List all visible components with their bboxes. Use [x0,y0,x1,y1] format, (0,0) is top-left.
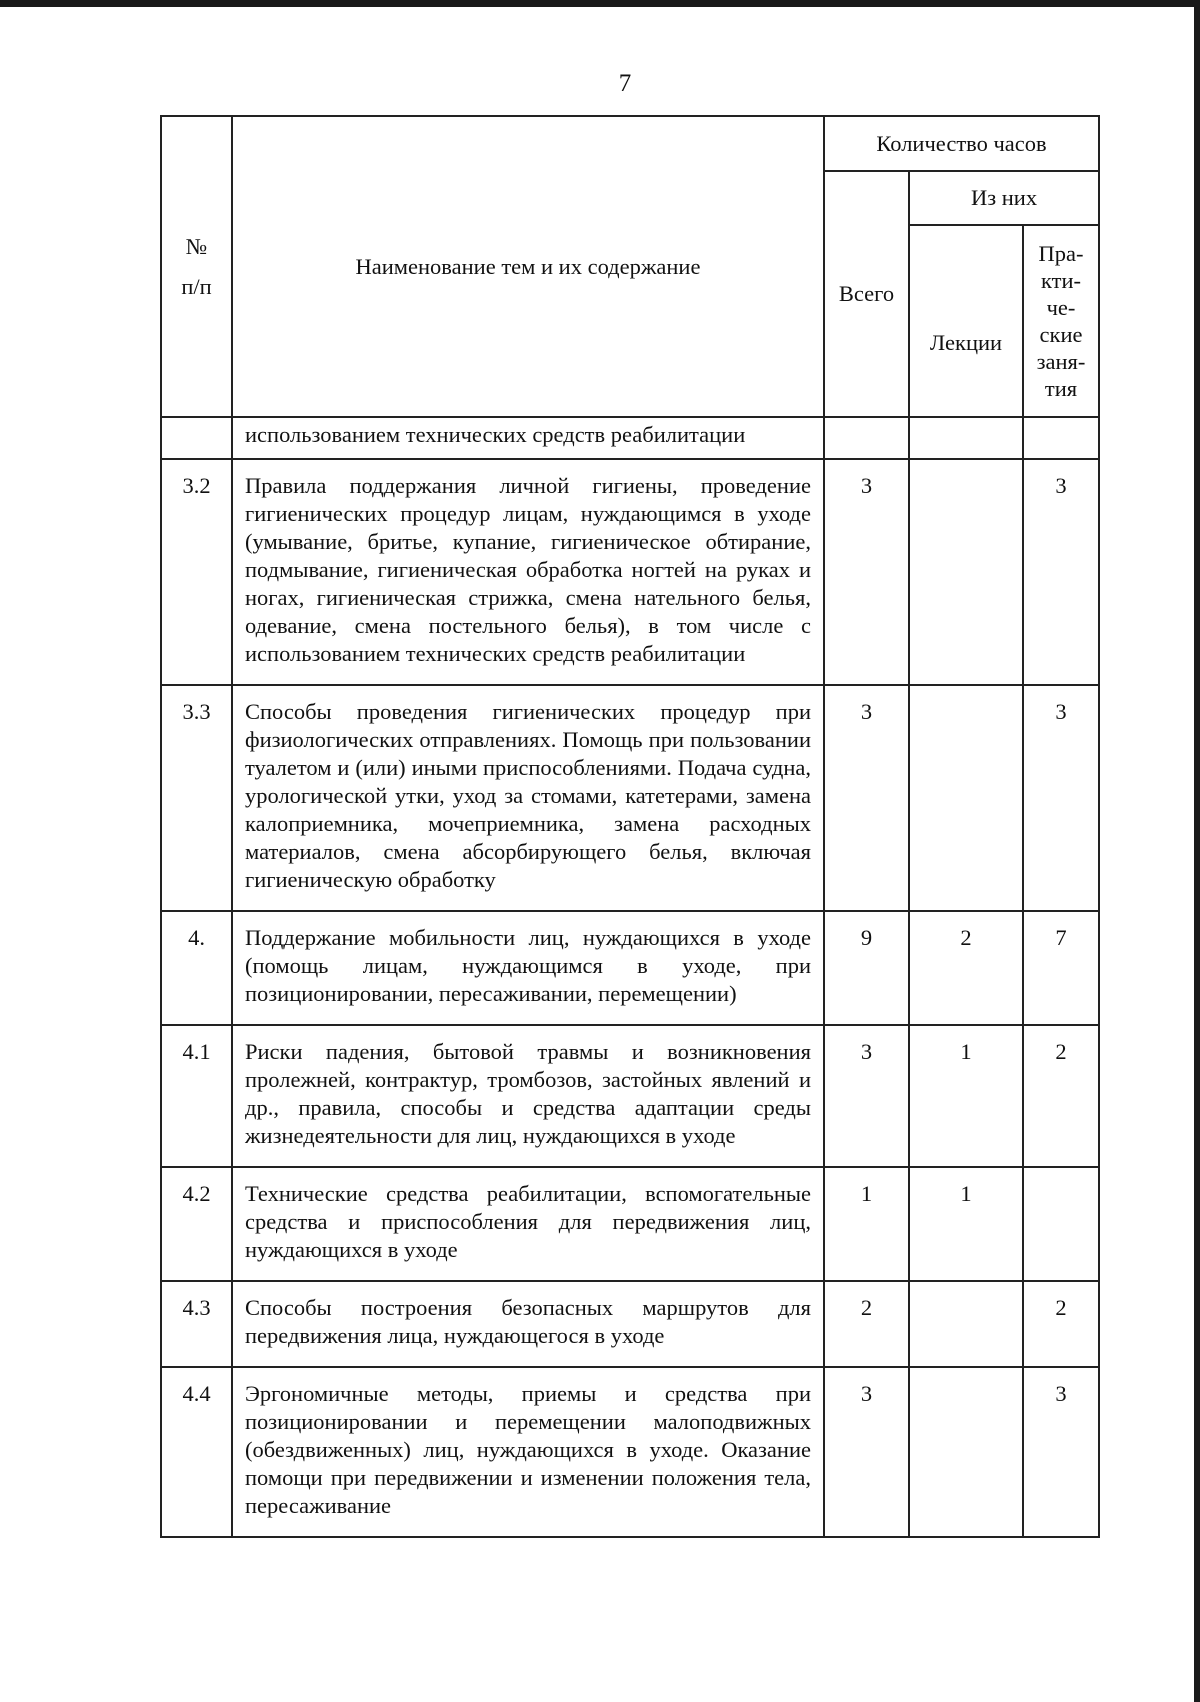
scan-edge-right [1194,0,1200,1702]
cell-lectures: 1 [909,1025,1023,1167]
cell-total: 1 [824,1167,909,1281]
cell-practice [1023,1167,1099,1281]
cell-lectures: 2 [909,911,1023,1025]
cell-num: 4.3 [161,1281,232,1367]
table-row [161,911,1099,1025]
cell-num [161,417,232,459]
header-lectures: Лекции [909,225,1023,417]
cell-text: Способы проведения гигиенических процедур при физиологических отправлениях. Помощь при пользовании туалетом и (или) иными приспособлениями. Подача судна, урологической утки, уход за стомами, катетерами, замена калоприемника, мочеприемника, замена расходных материалов, смена абсорбирующего белья, включая гигиеническую обработку [232,685,824,911]
cell-practice: 2 [1023,1025,1099,1167]
page-number: 7 [618,70,632,97]
cell-practice: 3 [1023,459,1099,685]
cell-num: 4. [161,911,232,1025]
table-body [161,417,1099,1537]
cell-text: использованием технических средств реабилитации [232,417,824,459]
table-row [161,1367,1099,1537]
curriculum-table [160,115,1100,1538]
cell-lectures [909,685,1023,911]
scan-edge-top [0,0,1200,7]
cell-lectures [909,1367,1023,1537]
header-hours: Количество часов [824,116,1099,171]
cell-practice [1023,417,1099,459]
cell-total: 3 [824,1367,909,1537]
table-row [161,459,1099,685]
cell-total: 3 [824,685,909,911]
cell-text: Риски падения, бытовой травмы и возникновения пролежней, контрактур, тромбозов, застойных явлений и др., правила, способы и средства адаптации среды жизнедеятельности для лиц, нуждающихся в уходе [232,1025,824,1167]
table-header [161,116,1099,417]
cell-text: Эргономичные методы, приемы и средства при позиционировании и перемещении малоподвижных (обездвиженных) лиц, нуждающихся в уходе. Оказание помощи при передвижении и изменении положения тела, пересаживание [232,1367,824,1537]
cell-num: 4.4 [161,1367,232,1537]
header-of-them: Из них [909,171,1099,225]
table-row-continuation [161,417,1099,459]
header-practice: Пра- кти- че- ские заня- тия [1023,225,1099,417]
cell-num: 4.2 [161,1167,232,1281]
table-row [161,1281,1099,1367]
cell-lectures: 1 [909,1167,1023,1281]
table-row [161,1025,1099,1167]
cell-text: Технические средства реабилитации, вспомогательные средства и приспособления для передвижения лиц, нуждающихся в уходе [232,1167,824,1281]
cell-total [824,417,909,459]
header-total: Всего [824,171,909,417]
cell-text: Правила поддержания личной гигиены, проведение гигиенических процедур лицам, нуждающимся в уходе (умывание, бритье, купание, гигиеническое обтирание, подмывание, гигиеническая обработка ногтей на руках и ногах, гигиеническая стрижка, смена нательного белья, одевание, смена постельного белья), в том числе с использованием технических средств реабилитации [232,459,824,685]
cell-lectures [909,1281,1023,1367]
cell-total: 9 [824,911,909,1025]
cell-practice: 3 [1023,685,1099,911]
cell-text: Поддержание мобильности лиц, нуждающихся в уходе (помощь лицам, нуждающимся в уходе, при позиционировании, пересаживании, перемещении) [232,911,824,1025]
table-row [161,1167,1099,1281]
cell-lectures [909,417,1023,459]
cell-practice: 7 [1023,911,1099,1025]
cell-practice: 2 [1023,1281,1099,1367]
cell-total: 3 [824,1025,909,1167]
cell-num: 3.3 [161,685,232,911]
cell-num: 4.1 [161,1025,232,1167]
cell-num: 3.2 [161,459,232,685]
cell-lectures [909,459,1023,685]
header-num [161,116,232,417]
header-num-label: № п/п [181,233,212,299]
cell-total: 2 [824,1281,909,1367]
table-row [161,685,1099,911]
cell-text: Способы построения безопасных маршрутов для передвижения лица, нуждающегося в уходе [232,1281,824,1367]
cell-practice: 3 [1023,1367,1099,1537]
header-name: Наименование тем и их содержание [232,116,824,417]
cell-total: 3 [824,459,909,685]
